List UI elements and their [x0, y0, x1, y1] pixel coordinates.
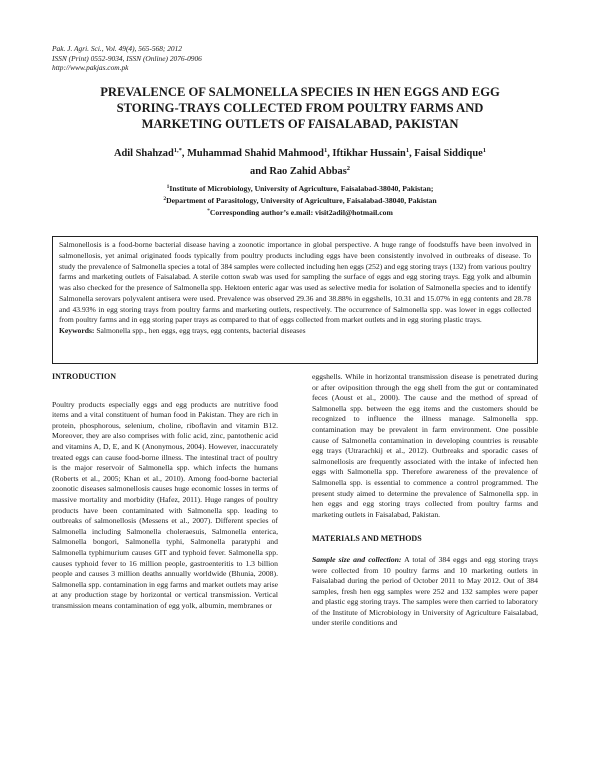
affil-mark: 1	[166, 184, 170, 190]
affil-mark: 2	[163, 196, 167, 203]
author-name: and Rao Zahid Abbas	[250, 165, 347, 177]
keywords-text: Salmonella spp., hen eggs, egg trays, egg contents, bacterial diseases	[94, 326, 306, 335]
corr-text: Corresponding author’s e.mail: visit2adil@hotmail.com	[209, 208, 393, 218]
intro-paragraph-continued: eggshells. While in horizontal transmission disease is penetrated during or after oviposition through the egg shell from the gut or contaminated feces (Aoust et al., 2000). The cause and the method of spread of Salmonella spp. between the egg items and the customers should be recognized to influence the illness manage. Salmonella spp. contamination may be prevalent in farm environment. One possible cause of Salmonella contamination in developing countries is reusable egg trays (Utrarachkij et al., 2012). Outbreaks and sporadic cases of salmonellosis are frequently associated with the intake of infected hen eggs with Salmonella spp. Therefore awareness of the prevalence of Salmonella spp. is essential to commence a control programmed. The present study aimed to determine the prevalence of Salmonella spp. in hen eggs and egg storing trays collected from poultry farms and marketing outlets in Faisalabad, Pakistan.	[312, 372, 538, 519]
author-name: , Muhammad Shahid Mahmood	[181, 148, 324, 159]
author-affil-mark: 1,*	[173, 147, 182, 154]
abstract-box	[52, 236, 538, 364]
affiliations	[70, 182, 530, 219]
intro-heading: INTRODUCTION	[52, 372, 117, 381]
title-line: STORING-TRAYS COLLECTED FROM POULTRY FARMS AND	[116, 101, 484, 115]
methods-text: A total of 384 eggs and egg storing trays were collected from 10 poultry farms and 10 marketing outlets in Faisalabad during the period of October 2011 to May 2012. Out of 384 samples, fresh hen egg samples were 252 and 132 samples were paper and plastic egg storing trays. The samples were then carried to laboratory of the Institute of Microbiology in University of Agriculture Faisalabad, under sterile conditions and	[312, 554, 538, 628]
author-affil-mark: 1	[405, 147, 410, 154]
affiliation-2	[70, 194, 530, 206]
left-column	[52, 372, 278, 611]
affiliation-1	[70, 182, 530, 194]
author-name: , Iftikhar Hussain	[327, 148, 406, 159]
author-name: , Faisal Siddique	[409, 148, 483, 159]
methods-heading: MATERIALS AND METHODS	[312, 534, 422, 544]
author-name: Adil Shahzad	[114, 148, 174, 159]
paper-title	[80, 84, 520, 132]
journal-url: http://www.pakjas.com.pk	[52, 63, 129, 73]
methods-paragraph	[312, 555, 538, 629]
section-gap	[312, 520, 538, 534]
journal-citation: Pak. J. Agri. Sci., Vol. 49(4), 565-568; 2012	[52, 44, 182, 53]
author-affil-mark: 1	[482, 147, 486, 154]
author-line	[70, 144, 530, 162]
subsection-label: Sample size and collection:	[312, 554, 402, 564]
corresponding-author	[70, 206, 530, 218]
right-column	[312, 372, 538, 629]
journal-issn: ISSN (Print) 0552-9034, ISSN (Online) 2076-0906	[52, 53, 202, 63]
keywords-label: Keywords:	[59, 326, 95, 335]
author-affil-mark: 1	[323, 147, 328, 154]
affil-mark: *	[207, 208, 210, 215]
journal-header	[52, 44, 352, 73]
affil-text: Institute of Microbiology, University of Agriculture, Faisalabad-38040, Pakistan;	[169, 184, 434, 193]
author-affil-mark: 2	[346, 164, 350, 172]
abstract-text: Salmonellosis is a food-borne bacterial disease having a zoonotic importance in global perspective. A huge range of foodstuffs have been involved in salmonellosis, yet animal originated foods typically from poultry products including eggs have been consistently involved in outbreaks of disease. To study the prevalence of Salmonella species a total of 384 samples were collected including hen eggs (252) and egg storing trays (132) from various poultry farms and marketing outlets of Faisalabad. A sterile cotton swab was used for sampling the surface of eggs and egg storing trays. Egg yolk and albumin was also checked for the presence of Salmonella spp. Hektoen enteric agar was used as selective media for isolation of Salmonella species and to identify Salmonella serovars polyvalent antisera were used. Prevalence was observed 29.36 and 38.88% in eggshells, 10.31 and 15.07% in egg contents and 28.78 and 43.93% in egg storing trays from poultry farms and marketing outlets, respectively. The occurrence of Salmonella spp. was lower in eggs collected from poultry farms and in egg storing paper trays as compared to that of eggs collected from market outlets and in egg storing plastic trays.	[59, 240, 531, 325]
title-line: MARKETING OUTLETS OF FAISALABAD, PAKISTAN	[141, 117, 459, 131]
title-line: PREVALENCE OF SALMONELLA SPECIES IN HEN EGGS AND EGG	[100, 85, 500, 99]
author-list	[70, 144, 530, 179]
author-line	[70, 162, 530, 180]
intro-paragraph: Poultry products especially eggs and egg products are nutritive food items and a vital constituent of human food in Pakistan. They are rich in protein, phosphorous, selenium, choline, riboflavin and vitamin B12. Moreover, they are also comprises with folic acid, zinc, pantothenic acid and vitamins A, D, E, and K (Anonymous, 2004). However, inaccurately treated eggs can cause food-borne illness. The intestinal tract of poultry is the major reservoir of Salmonella spp. which infects the humans (Roberts et al., 2005; Khan et al., 2010). Among food-borne bacterial zoonotic diseases salmonellosis causes huge economic losses in terms of massive mortality and morbidity (Hafez, 2011). Huge ranges of poultry products have been contaminated with Salmonella spp. leading to outbreaks of salmonellosis (Messens et al., 2007). Different species of Salmonella including Salmonella choleraesuis, Salmonella enterica, Salmonella bongori, Salmonella typhi, Salmonella paratyphi and Salmonella typhimurium causes GIT and typhoid fever. Salmonella spp. causes typhoid fever to 16 million people, gastroenteritis to 1.3 billion people and causes 3 million deaths annually worldwide (Bhunia, 2008). Salmonella spp. contamination in egg farms and market outlets may arise at any production stage by horizontal or vertical transmission. Vertical transmission means contamination of egg yolk, albumin, membranes or	[52, 399, 278, 610]
affil-text: Department of Parasitology, University of Agriculture, Faisalabad-38040, Pakistan	[166, 196, 437, 206]
